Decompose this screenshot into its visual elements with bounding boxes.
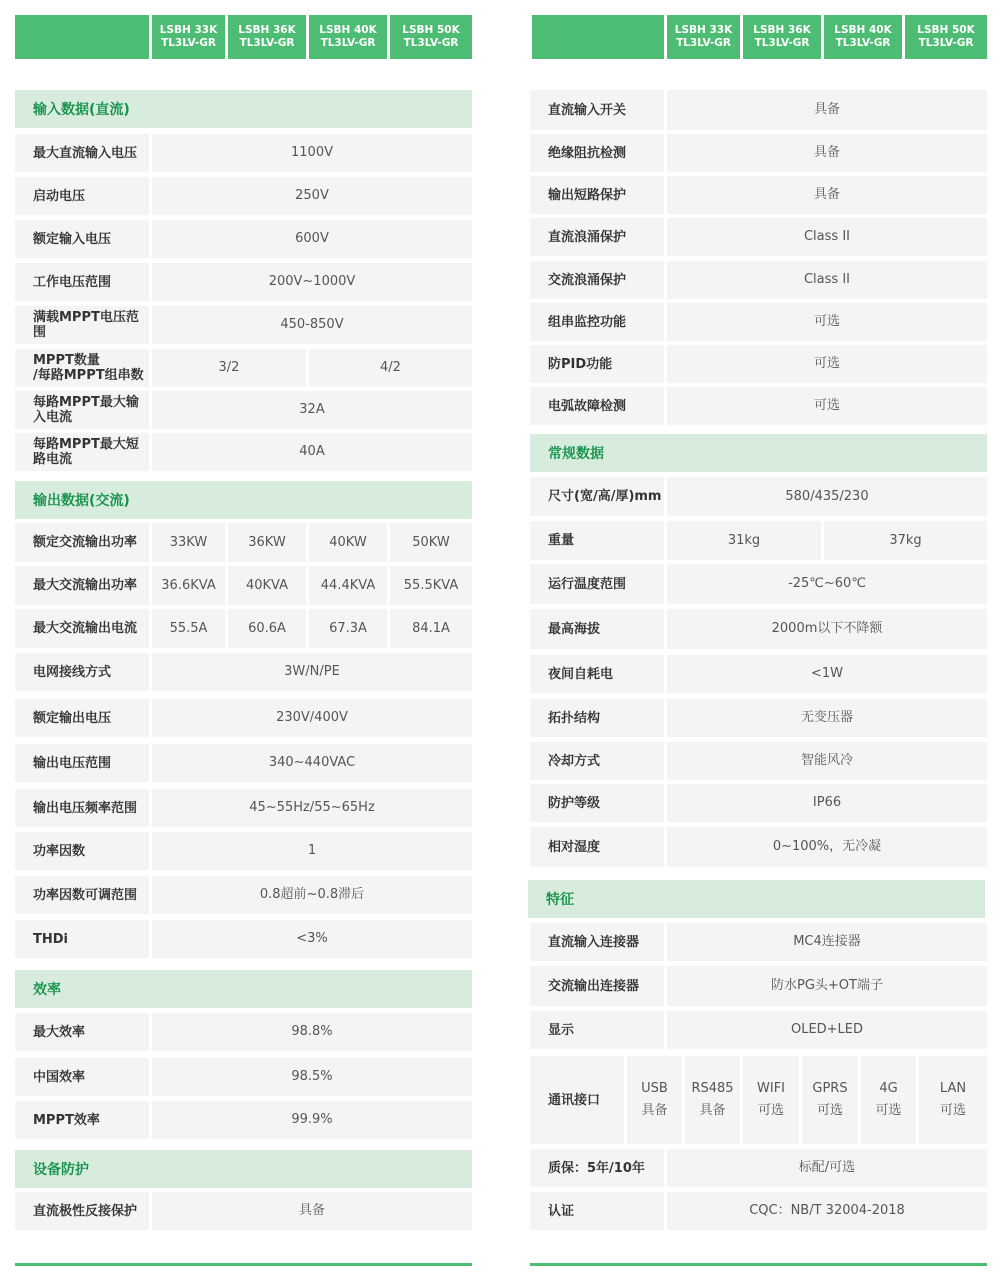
row-label: 最高海拔: [530, 609, 664, 649]
row-value: 可选: [667, 345, 987, 383]
row-ip-rating: [530, 784, 987, 822]
comm-4g: [861, 1056, 916, 1144]
row-label: 直流输入连接器: [530, 923, 664, 961]
row-label: 显示: [530, 1011, 664, 1049]
row-value: 250V: [152, 177, 472, 215]
header-model-40k: [824, 15, 902, 59]
row-label: 交流输出连接器: [530, 966, 664, 1006]
header-model-40k: [309, 15, 387, 59]
comm-lan: [919, 1056, 987, 1144]
model-name: LSBH 33K: [159, 24, 218, 36]
model-suffix: TL3LV-GR: [835, 37, 891, 49]
row-value-33k: 55.5A: [152, 609, 225, 648]
row-altitude: [530, 609, 987, 649]
row-value: 具备: [152, 1192, 472, 1230]
row-max-efficiency: [15, 1013, 472, 1051]
row-weight: [530, 521, 987, 560]
row-label: 相对湿度: [530, 827, 664, 867]
comm-wifi: [743, 1056, 799, 1144]
row-operating-range: [15, 263, 472, 301]
row-value: <3%: [152, 920, 472, 958]
row-value: OLED+LED: [667, 1011, 987, 1049]
row-ac-connector: [530, 966, 987, 1006]
row-value-a: 31kg: [667, 521, 821, 560]
row-value: <1W: [667, 655, 987, 693]
row-rated-input-voltage: [15, 220, 472, 258]
model-suffix: TL3LV-GR: [754, 37, 810, 49]
model-name: LSBH 40K: [319, 24, 377, 36]
row-value: CQC：NB/T 32004-2018: [667, 1192, 987, 1230]
row-label: 最大交流输出电流: [15, 609, 149, 648]
row-label: 额定交流输出功率: [15, 523, 149, 562]
row-value-33k: 36.6KVA: [152, 566, 225, 605]
comm-name: GPRS: [812, 1081, 848, 1096]
row-max-ac-current: [15, 609, 472, 648]
row-value: 200V~1000V: [152, 263, 472, 301]
row-value: 可选: [667, 387, 987, 425]
row-value: 1: [152, 832, 472, 870]
row-value: 32A: [152, 391, 472, 429]
row-label: 最大交流输出功率: [15, 566, 149, 605]
row-label: 功率因数: [15, 832, 149, 870]
row-display: [530, 1011, 987, 1049]
row-china-efficiency: [15, 1058, 472, 1096]
model-header-row: [15, 15, 472, 59]
row-label: 输出电压范围: [15, 744, 149, 782]
model-suffix: TL3LV-GR: [918, 37, 974, 49]
section-dc-input-title: 输入数据(直流): [15, 90, 472, 128]
row-value-33k: 33KW: [152, 523, 225, 562]
model-name: LSBH 36K: [753, 24, 811, 36]
row-label: 额定输出电压: [15, 699, 149, 737]
row-value-36k: 60.6A: [228, 609, 306, 648]
section-protection-title: 设备防护: [15, 1150, 472, 1188]
row-night-consumption: [530, 655, 987, 693]
row-ac-surge-protection: [530, 261, 987, 299]
model-name: LSBH 50K: [402, 24, 460, 36]
row-max-input-current: [15, 391, 472, 429]
comm-status: 可选: [875, 1103, 902, 1118]
header-model-33k: [152, 15, 225, 59]
row-value: 可选: [667, 303, 987, 341]
row-value-36k: 36KW: [228, 523, 306, 562]
row-label: 组串监控功能: [530, 303, 664, 341]
row-label: 最大直流输入电压: [15, 134, 149, 172]
row-value: 2000m以下不降额: [667, 609, 987, 649]
model-suffix: TL3LV-GR: [320, 37, 376, 49]
row-string-monitoring: [530, 303, 987, 341]
section-ac-output-title: 输出数据(交流): [15, 481, 472, 519]
row-frequency-range: [15, 789, 472, 827]
row-value: IP66: [667, 784, 987, 822]
row-topology: [530, 699, 987, 737]
row-label: 夜间自耗电: [530, 655, 664, 693]
row-value: 600V: [152, 220, 472, 258]
comm-status: 可选: [757, 1103, 784, 1118]
row-value-a: 3/2: [152, 349, 306, 387]
row-label: MPPT效率: [15, 1101, 149, 1139]
row-value-b: 4/2: [309, 349, 472, 387]
row-value: Class II: [667, 261, 987, 299]
row-dc-reverse-protection: [15, 1192, 472, 1230]
row-label: 直流浪涌保护: [530, 218, 664, 256]
row-dc-surge-protection: [530, 218, 987, 256]
row-value: MC4连接器: [667, 923, 987, 961]
row-thdi: [15, 920, 472, 958]
comm-status: 可选: [939, 1103, 966, 1118]
row-value: 具备: [667, 134, 987, 172]
row-label: 交流浪涌保护: [530, 261, 664, 299]
row-warranty: [530, 1149, 987, 1187]
model-header-row: [530, 15, 987, 59]
row-power-factor: [15, 832, 472, 870]
row-value: 98.5%: [152, 1058, 472, 1096]
row-label: 直流输入开关: [530, 90, 664, 130]
row-value: 1100V: [152, 134, 472, 172]
row-humidity: [530, 827, 987, 867]
row-pf-adjustable: [15, 876, 472, 914]
row-value-b: 37kg: [824, 521, 987, 560]
row-dimensions: [530, 477, 987, 516]
row-start-voltage: [15, 177, 472, 215]
row-label: 运行温度范围: [530, 564, 664, 604]
row-grid-connection: [15, 653, 472, 691]
row-value: 580/435/230: [667, 477, 987, 516]
model-suffix: TL3LV-GR: [676, 37, 731, 49]
bottom-divider: [530, 1263, 987, 1266]
header-model-36k: [743, 15, 821, 59]
row-label: 每路MPPT最大输入电流: [15, 391, 149, 429]
row-max-ac-power: [15, 566, 472, 605]
row-value-40k: 40KW: [309, 523, 387, 562]
header-model-33k: [667, 15, 740, 59]
row-value: -25℃~60℃: [667, 564, 987, 604]
row-temperature-range: [530, 564, 987, 604]
row-label: 重量: [530, 521, 664, 560]
bottom-divider: [15, 1263, 472, 1266]
row-value: 智能风冷: [667, 742, 987, 780]
row-value: 具备: [667, 176, 987, 214]
row-label: [15, 349, 149, 387]
row-label: 拓扑结构: [530, 699, 664, 737]
comm-rs485: [685, 1056, 740, 1144]
row-label: 满载MPPT电压范围: [15, 306, 149, 344]
row-value: 3W/N/PE: [152, 653, 472, 691]
row-communication: [530, 1056, 987, 1144]
row-max-short-current: [15, 433, 472, 471]
row-label: 尺寸(宽/高/厚)mm: [530, 477, 664, 516]
model-suffix: TL3LV-GR: [161, 37, 216, 49]
row-rated-ac-power: [15, 523, 472, 562]
row-anti-pid: [530, 345, 987, 383]
row-mppt-count: [15, 349, 472, 387]
row-label: 输出短路保护: [530, 176, 664, 214]
label-line-2: /每路MPPT组串数: [33, 368, 144, 383]
row-insulation-detection: [530, 134, 987, 172]
model-suffix: TL3LV-GR: [403, 37, 459, 49]
row-value: 340~440VAC: [152, 744, 472, 782]
comm-name: LAN: [939, 1081, 967, 1096]
row-label: THDi: [15, 920, 149, 958]
model-name: LSBH 40K: [834, 24, 892, 36]
row-label: 最大效率: [15, 1013, 149, 1051]
row-value: 40A: [152, 433, 472, 471]
row-value-50k: 50KW: [390, 523, 472, 562]
row-value: 具备: [667, 90, 987, 130]
row-label: 防PID功能: [530, 345, 664, 383]
row-value: 0~100%，无冷凝: [667, 827, 987, 867]
section-features-title: 特征: [528, 880, 985, 918]
header-blank-cell: [15, 15, 149, 59]
row-value-50k: 55.5KVA: [390, 566, 472, 605]
row-label: 质保：5年/10年: [530, 1149, 664, 1187]
row-value-50k: 84.1A: [390, 609, 472, 648]
row-output-voltage-range: [15, 744, 472, 782]
row-max-dc-voltage: [15, 134, 472, 172]
row-value: 99.9%: [152, 1101, 472, 1139]
row-label: 认证: [530, 1192, 664, 1230]
row-value: Class II: [667, 218, 987, 256]
label-line-1: MPPT数量: [33, 353, 100, 368]
row-label: 功率因数可调范围: [15, 876, 149, 914]
header-model-50k: [905, 15, 987, 59]
row-dc-connector: [530, 923, 987, 961]
row-label: 额定输入电压: [15, 220, 149, 258]
row-rated-output-voltage: [15, 699, 472, 737]
row-label: 直流极性反接保护: [15, 1192, 149, 1230]
row-output-short-protection: [530, 176, 987, 214]
row-label: 启动电压: [15, 177, 149, 215]
model-name: LSBH 50K: [917, 24, 975, 36]
header-blank-cell: [532, 15, 664, 59]
row-certification: [530, 1192, 987, 1230]
row-value-36k: 40KVA: [228, 566, 306, 605]
section-general-title: 常规数据: [530, 434, 987, 472]
comm-status: 具备: [641, 1103, 668, 1118]
row-value: 0.8超前~0.8滞后: [152, 876, 472, 914]
row-label: 冷却方式: [530, 742, 664, 780]
row-label: 中国效率: [15, 1058, 149, 1096]
row-arc-fault-detection: [530, 387, 987, 425]
section-efficiency-title: 效率: [15, 970, 472, 1008]
row-label: 电弧故障检测: [530, 387, 664, 425]
row-value-40k: 67.3A: [309, 609, 387, 648]
row-full-load-mppt: [15, 306, 472, 344]
model-suffix: TL3LV-GR: [239, 37, 295, 49]
row-label: 每路MPPT最大短路电流: [15, 433, 149, 471]
row-value: 98.8%: [152, 1013, 472, 1051]
comm-name: RS485: [691, 1081, 734, 1096]
row-value: 450-850V: [152, 306, 472, 344]
row-value: 防水PG头+OT端子: [667, 966, 987, 1006]
comm-name: 4G: [879, 1081, 898, 1096]
row-value-40k: 44.4KVA: [309, 566, 387, 605]
comm-gprs: [802, 1056, 858, 1144]
header-model-50k: [390, 15, 472, 59]
comm-name: WIFI: [757, 1081, 785, 1096]
row-cooling: [530, 742, 987, 780]
row-value: 标配/可选: [667, 1149, 987, 1187]
row-label: 绝缘阻抗检测: [530, 134, 664, 172]
row-label: 防护等级: [530, 784, 664, 822]
row-label: 通讯接口: [530, 1056, 624, 1144]
row-value: 45~55Hz/55~65Hz: [152, 789, 472, 827]
row-dc-switch: [530, 90, 987, 130]
header-model-36k: [228, 15, 306, 59]
row-value: 无变压器: [667, 699, 987, 737]
comm-status: 具备: [699, 1103, 726, 1118]
row-label: 电网接线方式: [15, 653, 149, 691]
row-label: 输出电压频率范围: [15, 789, 149, 827]
row-label: 工作电压范围: [15, 263, 149, 301]
comm-name: USB: [641, 1081, 668, 1096]
row-mppt-efficiency: [15, 1101, 472, 1139]
comm-status: 可选: [816, 1103, 843, 1118]
model-name: LSBH 36K: [238, 24, 296, 36]
model-name: LSBH 33K: [674, 24, 733, 36]
comm-usb: [627, 1056, 682, 1144]
row-value: 230V/400V: [152, 699, 472, 737]
